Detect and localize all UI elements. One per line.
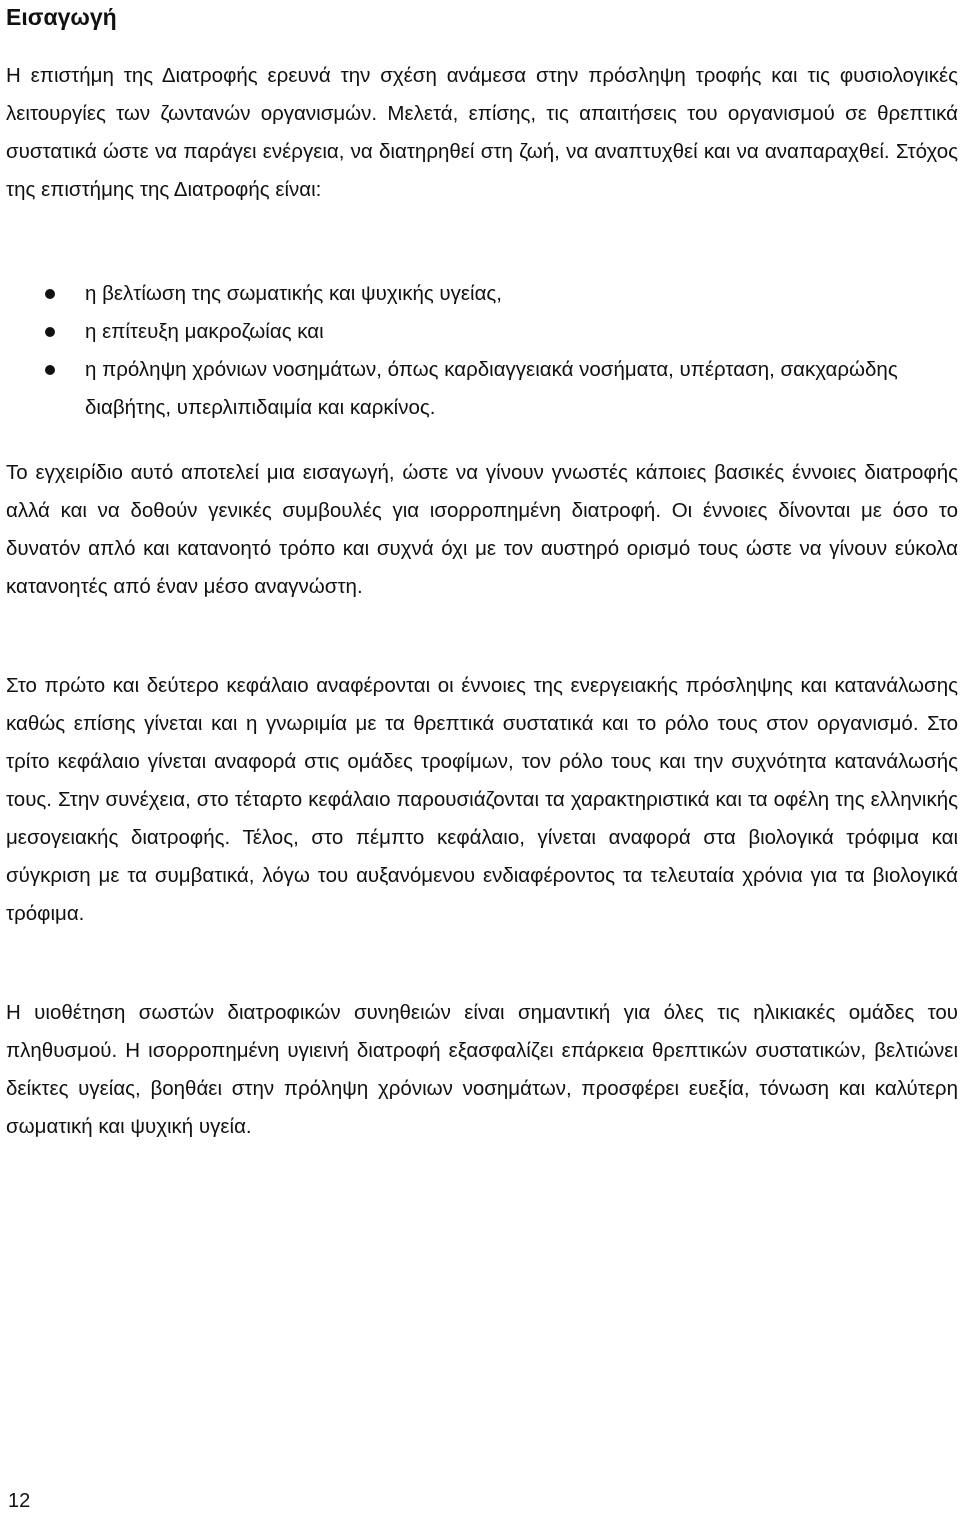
list-item-text: η πρόληψη χρόνιων νοσημάτων, όπως καρδιαγγειακά νοσήματα, υπέρταση, σακχαρώδης διαβήτης, υπερλιπιδαιμία και καρκίνος. <box>85 358 898 419</box>
list-item <box>0 351 960 427</box>
handbook-paragraph: Το εγχειρίδιο αυτό αποτελεί μια εισαγωγή, ώστε να γίνουν γνωστές κάποιες βασικές έννοιες διατροφής αλλά και να δοθούν γενικές συμβουλές για ισορροπημένη διατροφή. Οι έννοιες δίνονται με όσο το δυνατόν απλό και κατανοητό τρόπο και συχνά όχι με τον αυστηρό ορισμό τους ώστε να γίνουν εύκολα κατανοητές από έναν μέσο αναγνώστη. <box>6 461 958 598</box>
conclusion-paragraph: Η υιοθέτηση σωστών διατροφικών συνηθειών είναι σημαντική για όλες τις ηλικιακές ομάδες του πληθυσμού. Η ισορροπημένη υγιεινή διατροφή εξασφαλίζει επάρκεια θρεπτικών συστατικών, βελτιώνει δείκτες υγείας, βοηθάει στην πρόληψη χρόνιων νοσημάτων, προσφέρει ευεξία, τόνωση και καλύτερη σωματική και ψυχική υγεία. <box>6 1001 958 1138</box>
list-item <box>0 313 960 351</box>
page-number: 12 <box>8 1490 31 1512</box>
goals-list <box>0 275 960 427</box>
bullet-icon <box>45 327 55 337</box>
bullet-icon <box>45 289 55 299</box>
list-item-text: η βελτίωση της σωματικής και ψυχικής υγείας, <box>85 282 503 305</box>
list-item <box>0 275 960 313</box>
page-title: Εισαγωγή <box>6 4 117 30</box>
chapters-paragraph: Στο πρώτο και δεύτερο κεφάλαιο αναφέρονται οι έννοιες της ενεργειακής πρόσληψης και κατανάλωσης καθώς επίσης γίνεται και η γνωριμία με τα θρεπτικά συστατικά και το ρόλο τους στον οργανισμό. Στο τρίτο κεφάλαιο γίνεται αναφορά στις ομάδες τροφίμων, τον ρόλο τους και την συχνότητα κατανάλωσής τους. Στην συνέχεια, στο τέταρτο κεφάλαιο παρουσιάζονται τα χαρακτηριστικά και τα οφέλη της ελληνικής μεσογειακής διατροφής. Τέλος, στο πέμπτο κεφάλαιο, γίνεται αναφορά στα βιολογικά τρόφιμα και σύγκριση με τα συμβατικά, λόγω του αυξανόμενου ενδιαφέροντος τα τελευταία χρόνια για τα βιολογικά τρόφιμα. <box>6 674 958 925</box>
list-item-text: η επίτευξη μακροζωίας και <box>85 320 324 343</box>
bullet-icon <box>45 365 55 375</box>
intro-paragraph: Η επιστήμη της Διατροφής ερευνά την σχέση ανάμεσα στην πρόσληψη τροφής και τις φυσιολογικές λειτουργίες των ζωντανών οργανισμών. Μελετά, επίσης, τις απαιτήσεις του οργανισμού σε θρεπτικά συστατικά ώστε να παράγει ενέργεια, να διατηρηθεί στη ζωή, να αναπτυχθεί και να αναπαραχθεί. Στόχος της επιστήμης της Διατροφής είναι: <box>6 64 958 201</box>
